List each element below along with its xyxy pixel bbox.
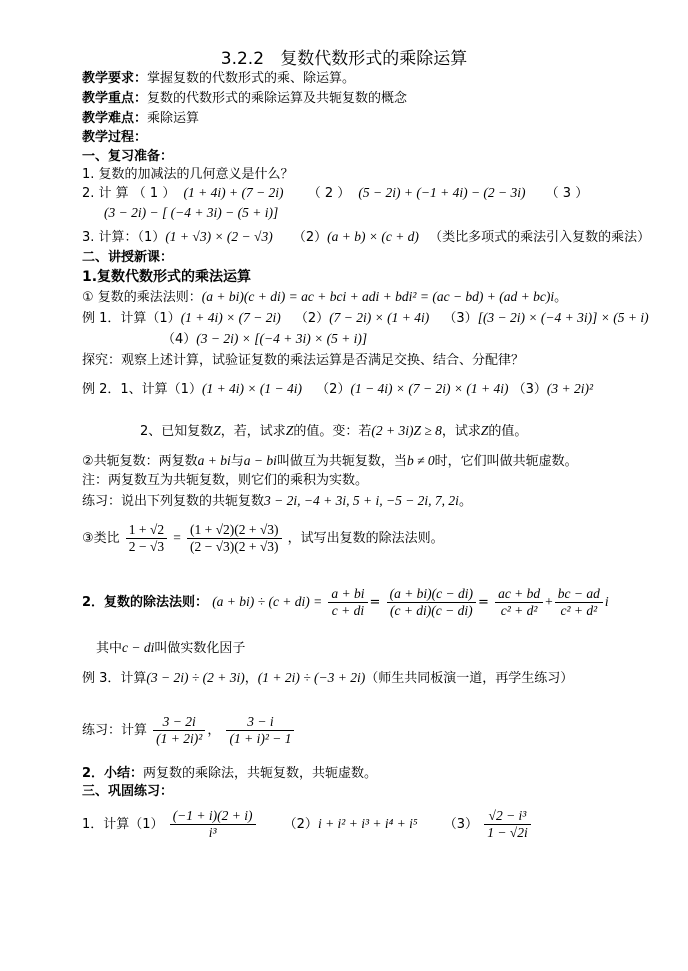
section-lecture-heading: 二、讲授新课： bbox=[82, 250, 174, 265]
ex2-2-text-5: 的值。 bbox=[488, 424, 528, 439]
multiplication-rule bbox=[82, 288, 567, 307]
denominator: (2 − √3)(2 + √3) bbox=[189, 539, 279, 554]
conj-expr-2: a − bi bbox=[243, 453, 277, 468]
section-review-heading: 一、复习准备： bbox=[82, 149, 174, 164]
summary bbox=[82, 765, 377, 783]
review-q2 bbox=[82, 184, 588, 203]
example-3 bbox=[82, 669, 573, 688]
numerator: √2 − i³ bbox=[484, 808, 531, 825]
text: 乘除运算 bbox=[147, 111, 200, 126]
denominator: i³ bbox=[208, 825, 217, 840]
plus-sign: + bbox=[545, 594, 553, 609]
explore-text: 探究：观察上述计算，试验证复数的乘法运算是否满足交换、结合、分配律？ bbox=[82, 353, 525, 368]
conjugate-definition bbox=[82, 452, 578, 471]
ex2-2-text-2: ，若，试求 bbox=[220, 424, 286, 439]
ex2-label-3: （3） bbox=[512, 382, 547, 397]
label: 教学重点： bbox=[82, 91, 148, 106]
analogy-line bbox=[82, 522, 444, 555]
review-q3 bbox=[82, 228, 650, 247]
analogy-text-2: ，试写出复数的除法法则。 bbox=[287, 531, 444, 546]
ex3-label: 例 3．计算 bbox=[82, 671, 147, 686]
teaching-process: 教学过程： bbox=[82, 130, 148, 145]
ex2-label: 例 2．1、计算（1） bbox=[82, 382, 202, 397]
q3-expr-1: (1 + √3) × (2 − √3) bbox=[165, 229, 273, 244]
text: 复数的代数形式的乘除运算及共轭复数的概念 bbox=[147, 91, 408, 106]
numerator: bc − ad bbox=[555, 586, 603, 603]
ex1-label-3: （3） bbox=[443, 311, 478, 326]
rf-text-1: 其中 bbox=[96, 641, 123, 656]
conj-text-3: 叫做互为共轭复数，当 bbox=[276, 454, 407, 469]
ex2-2-var-1: Z bbox=[213, 423, 221, 438]
summary-label: 2．小结： bbox=[82, 766, 144, 781]
div-fraction-3 bbox=[495, 586, 543, 619]
real-factor-note bbox=[96, 639, 245, 658]
practice-1 bbox=[82, 808, 533, 841]
analogy-fraction-1 bbox=[126, 522, 167, 555]
q3-expr-2: (a + b) × (c + d) bbox=[327, 229, 419, 244]
denominator: (1 + 2i)² bbox=[156, 731, 203, 746]
teaching-requirement bbox=[82, 70, 355, 88]
example-1-part-4 bbox=[162, 330, 367, 349]
q2-label: 2. 计 算 （ 1 ） bbox=[82, 186, 176, 201]
ex3-comma: ， bbox=[244, 671, 258, 686]
numerator: (a + bi)(c − di) bbox=[387, 586, 476, 603]
label: 教学难点： bbox=[82, 111, 148, 126]
p2-fraction-1 bbox=[153, 714, 205, 747]
summary-text: 两复数的乘除法，共轭复数，共轭虚数。 bbox=[143, 766, 378, 781]
ex2-2-var-3: Z bbox=[480, 423, 489, 438]
rule-formula: (a + bi)(c + di) = ac + bci + adi + bdi² = (ac − bd) + (ad + bc)i bbox=[201, 289, 555, 304]
p2-label: 练习：计算 bbox=[82, 723, 148, 738]
prac-text: 练习：说出下列复数的共轭复数 bbox=[82, 494, 265, 509]
ex2-expr-2: (1 − 4i) × (7 − 2i) × (1 + 4i) bbox=[350, 381, 509, 396]
rf-text-2: 叫做实数化因子 bbox=[154, 641, 246, 656]
title-text: 复数代数形式的乘除运算 bbox=[280, 49, 468, 69]
prac-end: 。 bbox=[458, 494, 472, 509]
teaching-focus bbox=[82, 90, 407, 108]
analogy-text: ③类比 bbox=[82, 531, 120, 546]
div-lhs: (a + bi) ÷ (c + di) = bbox=[212, 594, 323, 609]
denominator: c² + d² bbox=[500, 603, 538, 618]
ex1-expr-2: (7 − 2i) × (1 + 4i) bbox=[329, 310, 430, 325]
denominator: (c + di)(c − di) bbox=[389, 603, 473, 618]
ex2-2-text-4: ，试求 bbox=[441, 424, 481, 439]
multiplication-heading: 1.复数代数形式的乘法运算 bbox=[82, 269, 252, 285]
conj-text-1: ②共轭复数：两复数 bbox=[82, 454, 198, 469]
p2-fraction-2 bbox=[226, 714, 294, 747]
c1-fraction-2 bbox=[484, 808, 531, 841]
denominator: 1 − √2i bbox=[487, 825, 528, 840]
conj-text-4: 时，它们叫做共轭虚数。 bbox=[434, 454, 578, 469]
div-fraction-1 bbox=[328, 586, 367, 619]
section-number: 3.2.2 bbox=[220, 49, 265, 69]
teaching-difficulty bbox=[82, 110, 199, 128]
example-2-part-2 bbox=[140, 422, 527, 441]
section-practice-heading: 三、巩固练习： bbox=[82, 784, 174, 799]
div-fraction-2 bbox=[387, 586, 476, 619]
div-fraction-4 bbox=[555, 586, 603, 619]
page-title bbox=[0, 48, 688, 70]
c1-label: 1．计算（1） bbox=[82, 817, 164, 832]
ex2-expr-1: (1 + 4i) × (1 − 4i) bbox=[201, 381, 303, 396]
ex2-label-2: （2） bbox=[316, 382, 351, 397]
rf-expr: c − di bbox=[122, 640, 155, 655]
imag-unit: i bbox=[604, 594, 609, 609]
denominator: c² + d² bbox=[560, 603, 598, 618]
division-practice bbox=[82, 714, 296, 747]
ex3-note: （师生共同板演一道，再学生练习） bbox=[365, 671, 574, 686]
conjugate-practice bbox=[82, 492, 472, 511]
q3-note: （类比多项式的乘法引入复数的乘法） bbox=[429, 230, 651, 245]
review-q1: 1. 复数的加减法的几何意义是什么？ bbox=[82, 167, 294, 182]
q3-label: 3. 计算：（1） bbox=[82, 230, 166, 245]
numerator: 3 − i bbox=[226, 714, 294, 731]
conjugate-note: 注：两复数互为共轭复数，则它们的乘积为实数。 bbox=[82, 473, 369, 488]
denominator: (1 + i)² − 1 bbox=[229, 731, 292, 746]
q2-expr-1: (1 + 4i) + (7 − 2i) bbox=[183, 185, 284, 200]
ex2-2-var-2: Z bbox=[285, 423, 294, 438]
conj-expr-1: a + bi bbox=[197, 453, 231, 468]
rule-label: ① 复数的乘法法则： bbox=[82, 290, 202, 305]
ex1-label-2: （2） bbox=[294, 311, 330, 326]
q3-label-2: （2） bbox=[292, 230, 328, 245]
text: 掌握复数的代数形式的乘、除运算。 bbox=[147, 71, 356, 86]
numerator: (−1 + i)(2 + i) bbox=[170, 808, 256, 825]
c1-expr-2: i + i² + i³ + i⁴ + i⁵ bbox=[317, 816, 418, 831]
ex1-expr-1: (1 + 4i) × (7 − 2i) bbox=[180, 310, 281, 325]
equals-sign: = bbox=[173, 530, 181, 545]
analogy-fraction-2 bbox=[187, 522, 282, 555]
c1-label-2: （2） bbox=[283, 817, 318, 832]
numerator: 3 − 2i bbox=[153, 714, 205, 731]
q2-label-2: （ 2 ） bbox=[307, 186, 351, 201]
ex2-2-expr: (2 + 3i)Z ≥ 8 bbox=[371, 423, 442, 438]
q2-label-3: （ 3 ） bbox=[545, 186, 589, 201]
numerator: (1 + √2)(2 + √3) bbox=[187, 522, 282, 539]
conj-expr-3: b ≠ 0 bbox=[406, 453, 435, 468]
numerator: ac + bd bbox=[495, 586, 543, 603]
ex2-expr-3: (3 + 2i)² bbox=[546, 381, 594, 396]
label: 教学要求： bbox=[82, 71, 148, 86]
ex1-expr-3: [(3 − 2i) × (−4 + 3i)] × (5 + i) bbox=[477, 310, 649, 325]
example-1 bbox=[82, 309, 649, 328]
ex1-label: 例 1．计算（1） bbox=[82, 311, 181, 326]
ex1-expr-4: (3 − 2i) × [(−4 + 3i) × (5 + i)] bbox=[196, 331, 368, 346]
prac-expr: 3 − 2i, −4 + 3i, 5 + i, −5 − 2i, 7, 2i bbox=[264, 493, 459, 508]
numerator: 1 + √2 bbox=[126, 522, 167, 539]
review-q2-expr-3: (3 − 2i) − [ (−4 + 3i) − (5 + i)] bbox=[104, 205, 279, 220]
q2-expr-2: (5 − 2i) + (−1 + 4i) − (2 − 3i) bbox=[358, 185, 526, 200]
ex1-label-4: （4） bbox=[162, 332, 197, 347]
conj-text-2: 与 bbox=[230, 454, 244, 469]
ex3-expr-1: (3 − 2i) ÷ (2 + 3i) bbox=[146, 670, 245, 685]
ex2-2-text-1: 2、已知复数 bbox=[140, 424, 214, 439]
rule-end: 。 bbox=[554, 290, 568, 305]
division-heading: 2．复数的除法法则： bbox=[82, 595, 209, 610]
ex3-expr-2: (1 + 2i) ÷ (−3 + 2i) bbox=[257, 670, 366, 685]
c1-fraction-1 bbox=[170, 808, 256, 841]
c1-label-3: （3） bbox=[443, 817, 479, 832]
division-rule: 2．复数的除法法则： (a + bi) ÷ (c + di) = $\frac{a + bi}{c + di}$ = $\frac{(a + bi)(c - di)}{(c + di)(c - di)}$ = $\frac{ac + bd}{\text{c² + d²}}$ + $\frac{bc - ad}{\text{c² + d²}}$ i bbox=[82, 586, 609, 618]
p2-comma: ， bbox=[207, 723, 221, 738]
ex2-2-text-3: 的值。变：若 bbox=[293, 424, 372, 439]
denominator: 2 − √3 bbox=[128, 539, 165, 554]
denominator: c + di bbox=[331, 603, 365, 618]
numerator: a + bi bbox=[328, 586, 367, 603]
example-2 bbox=[82, 380, 593, 399]
